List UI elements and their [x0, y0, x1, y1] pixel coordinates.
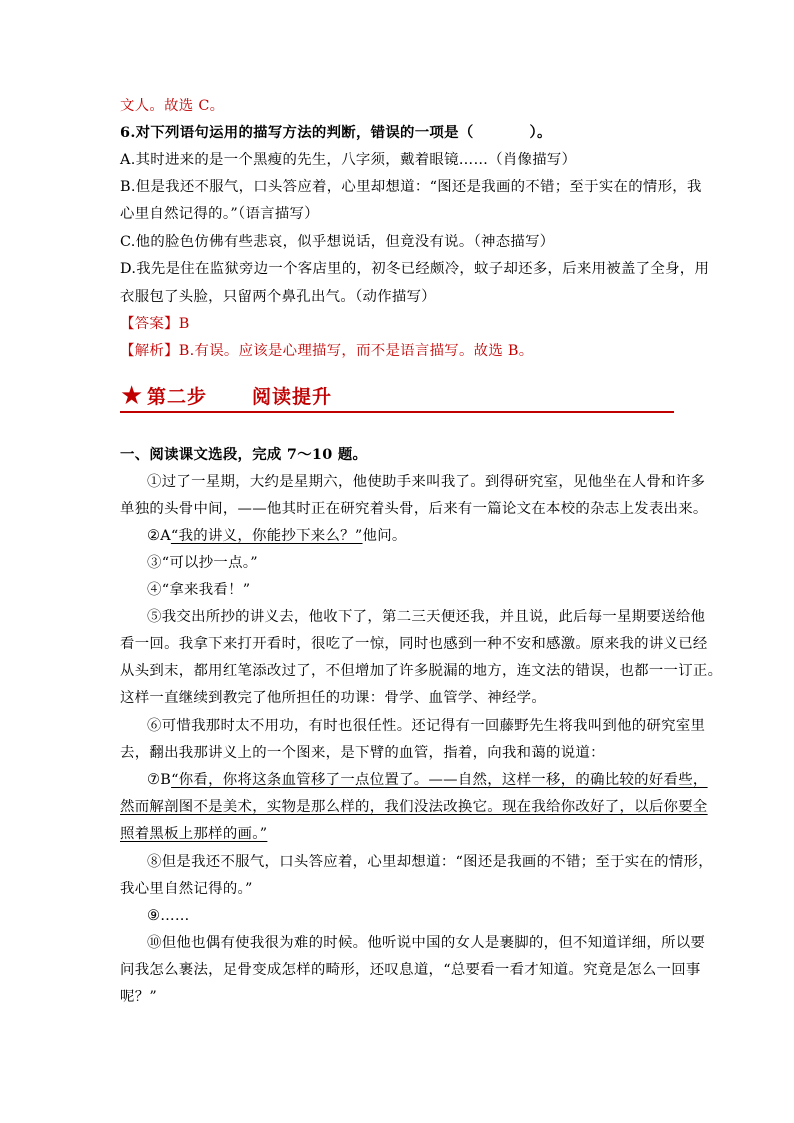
- paragraph-1-line-1: ①过了一星期，大约是星期六，他使助手来叫我了。到得研究室，见他坐在人骨和许多: [147, 474, 706, 490]
- paragraph-7-line-1: [147, 770, 708, 790]
- option-c: C.他的脸色仿佛有些悲哀，似乎想说话，但竟没有说。（神态描写）: [120, 234, 555, 250]
- option-b-line-1: B.但是我还不服气，口头答应着，心里却想道：“图还是我画的不错；至于实在的情形，我: [120, 179, 702, 195]
- paragraph-10-line-2: 问我怎么裹法，足骨变成怎样的畸形，还叹息道，“总要看一看才知道。究竟是怎么一回事: [120, 962, 701, 978]
- section-step: 第二步: [147, 386, 208, 408]
- section-title: 阅读提升: [252, 386, 333, 408]
- analysis-value: B.有误。应该是心理描写，而不是语言描写。故选 B。: [178, 343, 534, 359]
- answer-line: [120, 314, 190, 334]
- prev-analysis-tail: 文人。故选 C。: [120, 98, 225, 114]
- paragraph-4: ④“拿来我看！”: [147, 582, 251, 598]
- answer-value: B: [178, 316, 190, 332]
- paragraph-5-line-2: 看一回。我拿下来打开看时，很吃了一惊，同时也感到一种不安和感激。原来我的讲义已经: [120, 636, 708, 652]
- paragraph-8-line-2: 我心里自然记得的。”: [120, 881, 253, 897]
- question-6-stem-pre: 6.对下列语句运用的描写方法的判断，错误的一项是（: [120, 124, 474, 141]
- star-icon: ★: [120, 381, 144, 411]
- analysis-label: 【解析】: [120, 343, 179, 359]
- paragraph-6-line-1: ⑥可惜我那时太不用功，有时也很任性。还记得有一回藤野先生将我叫到他的研究室里: [147, 718, 706, 734]
- section-divider: [120, 411, 674, 413]
- analysis-line: [120, 341, 533, 361]
- paragraph-5-line-4: 这样一直继续到教完了他所担任的功课：骨学、血管学、神经学。: [120, 690, 547, 706]
- paragraph-7-underlined-3: 照着黑板上那样的画。”: [120, 826, 268, 842]
- option-a: A.其时进来的是一个黑瘦的先生，八字须，戴着眼镜……（肖像描写）: [120, 152, 577, 168]
- paragraph-2-underlined-quote: “我的讲义，你能抄下来么？”: [170, 528, 363, 544]
- paragraph-2: [147, 526, 407, 546]
- paragraph-1-line-2: 单独的头骨中间，——他其时正在研究着头骨，后来有一篇论文在本校的杂志上发表出来。: [120, 501, 708, 517]
- paragraph-7-underlined-2: 然而解剖图不是美术，实物是那么样的，我们没法改换它。现在我给你改好了，以后你要全: [120, 799, 708, 815]
- section-heading: [120, 382, 674, 412]
- paragraph-10-line-1: ⑩但他也偶有使我很为难的时候。他听说中国的女人是裹脚的，但不知道详细，所以要: [147, 935, 706, 951]
- question-6-stem-post: ）。: [529, 124, 552, 141]
- paragraph-9: ⑨……: [147, 908, 190, 924]
- paragraph-3: ③“可以抄一点。”: [147, 555, 258, 571]
- paragraph-7-underlined-1: “你看，你将这条血管移了一点位置了。——自然，这样一移，的确比较的好看些，: [171, 772, 708, 788]
- paragraph-5-line-1: ⑤我交出所抄的讲义去，他收下了，第二三天便还我，并且说，此后每一星期要送给他: [147, 609, 706, 625]
- option-b-line-2: 心里自然记得的。”（语言描写）: [120, 206, 319, 222]
- paragraph-8-line-1: ⑧但是我还不服气，口头答应着，心里却想道：“图还是我画的不错；至于实在的情形，: [147, 854, 713, 870]
- answer-label: 【答案】: [120, 316, 179, 332]
- paragraph-7-marker: ⑦B: [147, 772, 172, 788]
- paragraph-6-line-2: 去，翻出我那讲义上的一个图来，是下臂的血管，指着，向我和蔼的说道：: [120, 745, 605, 761]
- option-d-line-2: 衣服包了头脸，只留两个鼻孔出气。（动作描写）: [120, 289, 436, 305]
- paragraph-5-line-3: 从头到末，都用红笔添改过了，不但增加了许多脱漏的地方，连文法的错误，也都一一订正。: [120, 663, 723, 679]
- paragraph-10-line-3: 呢？”: [120, 989, 158, 1005]
- reading-heading: 一、阅读课文选段，完成 7～10 题。: [120, 446, 368, 463]
- paragraph-2-tail: 他问。: [362, 528, 407, 544]
- paragraph-2-marker: ②A: [147, 528, 171, 544]
- option-d-line-1: D.我先是住在监狱旁边一个客店里的，初冬已经颇冷，蚊子却还多，后来用被盖了全身，用: [120, 261, 710, 277]
- question-6-stem: [120, 123, 552, 143]
